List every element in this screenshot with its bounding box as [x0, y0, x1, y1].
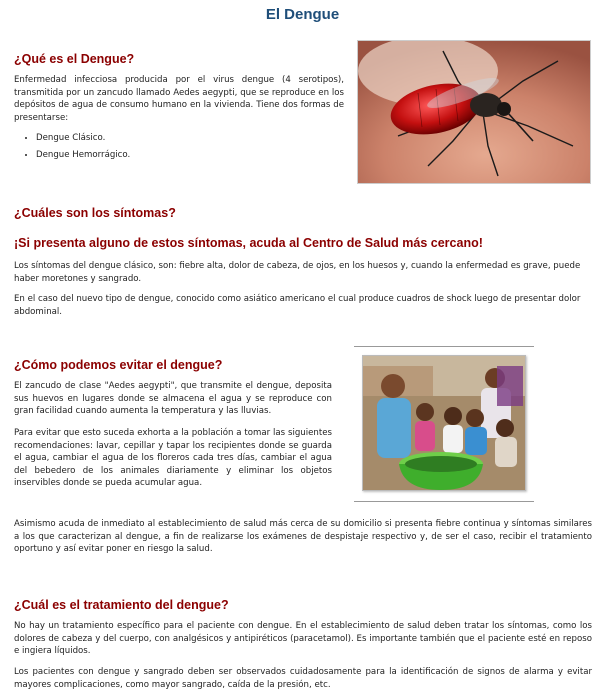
heading-evitar: ¿Cómo podemos evitar el dengue? [14, 358, 223, 372]
heading-sintomas: ¿Cuáles son los síntomas? [14, 206, 176, 220]
evitar-p2: Para evitar que esto suceda exhorta a la población a tomar las siguientes recomendaciones: lavar, cepillar y tapar los recipientes donde se guarda el agua, cambiar el agua de los floreros cada tres días, cambiar el agua del bebedero de los animales diariamente y eliminar los objetos inservibles donde se pueda acumular agua. [14, 428, 332, 489]
list-item: • Dengue Clásico. [36, 132, 130, 145]
mosquito-image [358, 41, 590, 183]
evitar-p1: El zancudo de clase "Aedes aegypti", que transmite el dengue, deposita sus huevos en lugares donde se almacena el agua y se reproduce con gran facilidad cuando aumenta la temperatura y las lluvias. [14, 381, 332, 417]
heading-que-es: ¿Qué es el Dengue? [14, 52, 135, 66]
tratamiento-p1: No hay un tratamiento específico para el paciente con dengue. En el establecimiento de salud deben tratar los síntomas, como los dolores de cabeza y del cuerpo, con analgésicos y antipiréticos (paracetamol). Es importante también que el paciente esté en reposo e ingiera líquidos. [14, 621, 592, 657]
sintomas-p1: Los síntomas del dengue clásico, son: fiebre alta, dolor de cabeza, de ojos, en los huesos y, cuando la enfermedad es grave, puede haber moretones y sangrado. [14, 261, 581, 284]
page-title: El Dengue [265, 6, 340, 23]
evitar-p3: Asimismo acuda de inmediato al establecimiento de salud más cerca de su domicilio si presenta fiebre continua y síntomas similares a los que caracterizan al dengue, a fin de realizarse los exámenes de despistaje respectivo y, de ser el caso, recibir el tratamiento oportuno y así evitar poner en riesgo la salud. [14, 519, 592, 555]
mosquito-photo [357, 40, 591, 184]
tratamiento-p2: Los pacientes con dengue y sangrado deben ser observados cuidadosamente para la identificación de signos de alarma y evitar mayores complicaciones, como mayor sangrado, caída de la presión, etc. [14, 667, 592, 690]
subheading-acuda: ¡Si presenta alguno de estos síntomas, acuda al Centro de Salud más cercano! [14, 236, 483, 250]
children-photo-frame [354, 346, 534, 502]
children-image [363, 356, 525, 490]
forms-list [14, 132, 130, 165]
children-photo [362, 355, 526, 491]
heading-tratamiento: ¿Cuál es el tratamiento del dengue? [14, 598, 229, 612]
list-item: • Dengue Hemorrágico. [36, 149, 130, 162]
que-es-text: Enfermedad infecciosa producida por el virus dengue (4 serotipos), transmitida por un zancudo llamado Aedes aegypti, que se reproduce en los depósitos de agua de consumo humano en la vivienda. Tiene dos formas de presentarse: [14, 75, 344, 123]
sintomas-p2: En el caso del nuevo tipo de dengue, conocido como asiático americano el cual produce cuadros de shock luego de presentar dolor abdominal. [14, 294, 581, 317]
